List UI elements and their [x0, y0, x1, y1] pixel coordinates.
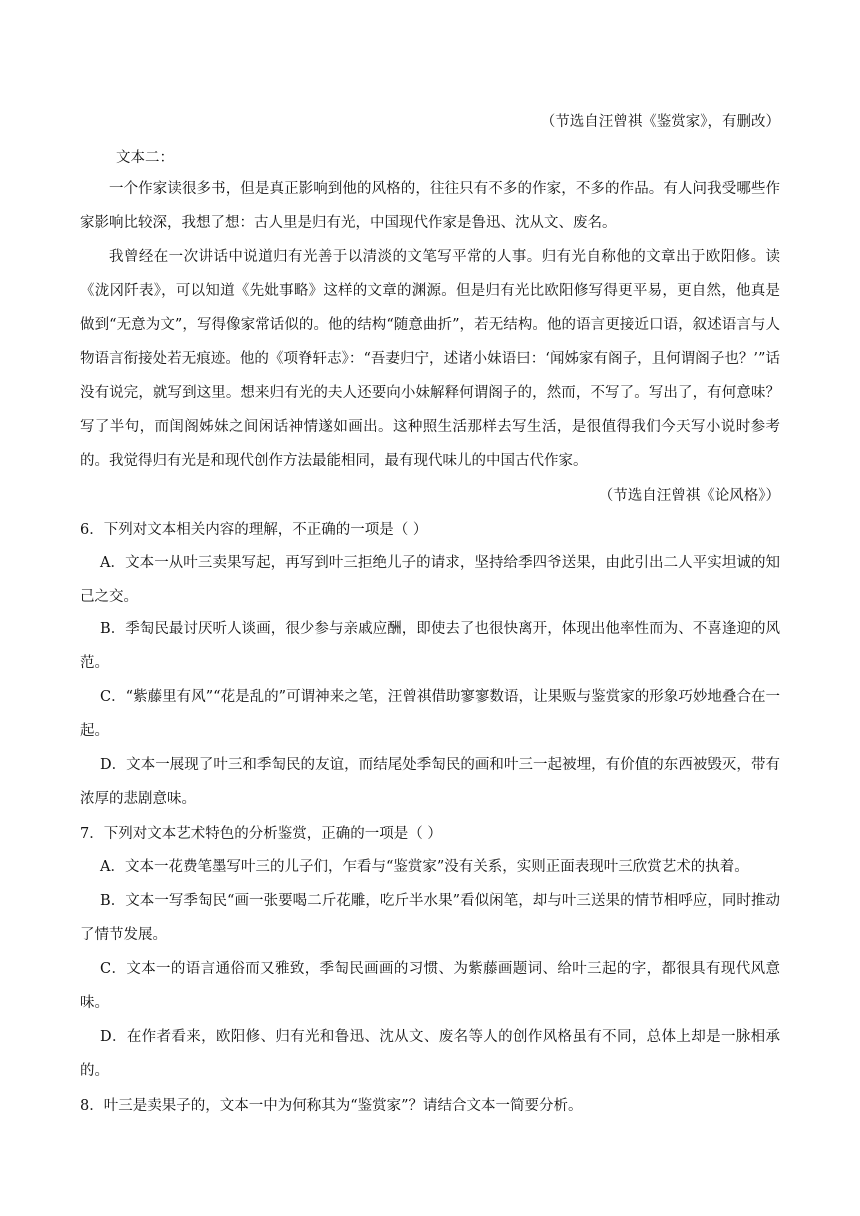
question-8-stem: 8．叶三是卖果子的，文本一中为何称其为“鉴赏家”？请结合文本一简要分析。 — [80, 1098, 583, 1114]
source-citation-text2: （节选自汪曾祺《论风格》） — [598, 488, 780, 504]
text2-paragraph-2: 我曾经在一次讲话中说道归有光善于以清淡的文笔写平常的人事。归有光自称他的文章出于欧阳修。读《泷冈阡表》，可以知道《先妣事略》这样的文章的渊源。但是归有光比欧阳修写得更平易，更自然，他真是做到“无意为文”，写得像家常话似的。他的结构“随意曲折”，若无结构。他的语言更接近口语，叙述语言与人物语言衔接处若无痕迹。他的《项脊轩志》：“吾妻归宁，述诸小妹语曰：‘闻姊家有阁子，且何谓阁子也？’”话没有说完，就写到这里。想来归有光的夫人还要向小妹解释何谓阁子的，然而，不写了。写出了，有何意味？写了半句，而闺阁姊妹之间闲话神情遂如画出。这种照生活那样去写生活，是很值得我们今天写小说时参考的。我觉得归有光是和现代创作方法最能相同，最有现代味儿的中国古代作家。 — [80, 249, 780, 469]
question-7-option-b: B．文本一写季匋民“画一张要喝二斤花雕，吃斤半水果”看似闲笔，却与叶三送果的情节相呼应，同时推动了情节发展。 — [80, 893, 780, 943]
text2-label: 文本二： — [116, 150, 174, 166]
question-7-stem: 7．下列对文本艺术特色的分析鉴赏，正确的一项是（ ） — [80, 826, 442, 842]
question-6-stem: 6．下列对文本相关内容的理解，不正确的一项是（ ） — [80, 522, 428, 538]
text2-paragraph-1: 一个作家读很多书，但是真正影响到他的风格的，往往只有不多的作家，不多的作品。有人问我受哪些作家影响比较深，我想了想：古人里是归有光，中国现代作家是鲁迅、沈从文、废名。 — [80, 181, 780, 231]
question-6-option-a: A．文本一从叶三卖果写起，再写到叶三拒绝儿子的请求，坚持给季四爷送果，由此引出二人平实坦诚的知己之交。 — [80, 555, 780, 605]
question-6-option-d: D．文本一展现了叶三和季匋民的友谊，而结尾处季匋民的画和叶三一起被埋，有价值的东西被毁灭，带有浓厚的悲剧意味。 — [80, 757, 780, 807]
question-7-option-d: D．在作者看来，欧阳修、归有光和鲁迅、沈从文、废名等人的创作风格虽有不同，总体上却是一脉相承的。 — [80, 1029, 780, 1079]
source-citation-text1: （节选自汪曾祺《鉴赏家》，有删改） — [540, 114, 780, 130]
question-7-option-a: A．文本一花费笔墨写叶三的儿子们，乍看与“鉴赏家”没有关系，实则正面表现叶三欣赏艺术的执着。 — [100, 859, 749, 875]
question-6-option-b: B．季匋民最讨厌听人谈画，很少参与亲戚应酬，即使去了也很快离开，体现出他率性而为、不喜逢迎的风范。 — [80, 621, 780, 671]
question-7-option-c: C．文本一的语言通俗而又雅致，季匋民画画的习惯、为紫藤画题词、给叶三起的字，都很具有现代风意味。 — [80, 961, 780, 1011]
question-6-option-c: C．“紫藤里有风”“花是乱的”可谓神来之笔，汪曾祺借助寥寥数语，让果贩与鉴赏家的形象巧妙地叠合在一起。 — [80, 689, 780, 739]
